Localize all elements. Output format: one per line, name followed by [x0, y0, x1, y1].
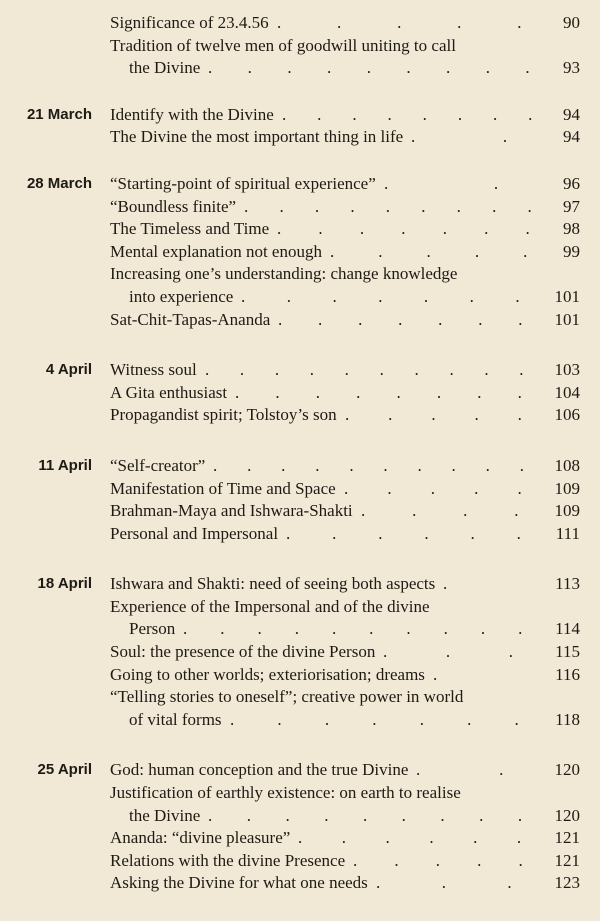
section-spacer [0, 545, 600, 573]
section-date: 25 April [37, 761, 92, 779]
dot-leader: . . . . . [345, 405, 540, 425]
toc-entry-line [0, 286, 600, 309]
dot-leader: . . . [383, 642, 541, 662]
section-date: 4 April [45, 361, 92, 379]
page-number: 121 [554, 850, 580, 870]
dot-leader: . . . . [361, 501, 540, 521]
toc-entry-line [0, 850, 600, 873]
entry-title: Relations with the divine Presence [110, 850, 346, 870]
toc-entry-line [0, 523, 600, 546]
entry-title: “Telling stories to oneself”; creative power in world [110, 687, 464, 707]
entry-title: Experience of the Impersonal and of the divine [110, 596, 430, 616]
toc-entry-line [0, 759, 600, 782]
toc-section-18-april [0, 573, 600, 731]
entry-title: Witness soul [110, 360, 197, 380]
dot-leader: . . [384, 173, 549, 193]
dot-leader: . . . . . [344, 478, 540, 498]
dot-leader: . . [411, 127, 549, 147]
dot-leader: . . . . . . . . . [208, 805, 538, 825]
entry-title: Manifestation of Time and Space [110, 478, 336, 498]
page-number: 114 [555, 619, 580, 639]
entry-title: Propagandist spirit; Tolstoy’s son [110, 405, 337, 425]
section-date: 21 March [26, 105, 92, 123]
toc-entry-line [0, 359, 600, 382]
page-number: 108 [554, 455, 580, 475]
entry-title: “Self-creator” [110, 455, 206, 475]
toc-section-28-march [0, 173, 600, 331]
entry-title: Soul: the presence of the divine Person [110, 642, 376, 662]
entry-title: the Divine [129, 58, 201, 78]
toc-entry-line [0, 196, 600, 219]
entry-title: Increasing one’s understanding: change knowledge [110, 264, 458, 284]
dot-leader: . . . . . . . [278, 309, 539, 329]
entry-title: “Boundless finite” [110, 196, 237, 216]
section-spacer [0, 80, 600, 104]
page-number: 104 [554, 382, 580, 402]
page-number: 90 [563, 13, 580, 32]
entry-title: Going to other worlds; exteriorisation; dreams [110, 664, 425, 684]
dot-leader: . . . . . . . . . [208, 58, 546, 78]
page-number: 97 [563, 196, 580, 216]
section-spacer [0, 427, 600, 455]
entry-title: Tradition of twelve men of goodwill uniting to call [110, 35, 456, 55]
toc-entry-line [0, 827, 600, 850]
toc-entry-line [0, 57, 600, 80]
page-number: 94 [563, 104, 580, 124]
entry-title: Ishwara and Shakti: need of seeing both aspects [110, 574, 436, 594]
page-number: 115 [555, 642, 580, 662]
dot-leader: . . . . . [353, 850, 540, 870]
entry-title: The Divine the most important thing in life [110, 127, 404, 147]
dot-leader: . . . . . . . [230, 709, 539, 729]
entry-title: A Gita enthusiast [110, 382, 228, 402]
entry-title: Personal and Impersonal [110, 523, 279, 543]
page-number: 101 [554, 286, 580, 306]
page-number: 98 [563, 219, 580, 239]
page-number: 94 [563, 127, 580, 147]
entry-title: Person [129, 619, 176, 639]
dot-leader: . . . . . [330, 241, 548, 261]
toc-section-21-march [0, 104, 600, 149]
entry-title: Justification of earthly existence: on earth to realise [110, 783, 461, 803]
entry-title: Ananda: “divine pleasure” [110, 828, 291, 848]
page-number: 96 [563, 173, 580, 193]
toc-entry-line [0, 218, 600, 241]
toc-entry-line [0, 686, 600, 709]
toc-entry-line [0, 309, 600, 332]
page-number: 118 [555, 709, 580, 729]
entry-title: Brahman-Maya and Ishwara-Shakti [110, 501, 353, 521]
toc-section-25-april [0, 759, 600, 895]
entry-title: “Starting-point of spiritual experience” [110, 173, 376, 193]
dot-leader: . . . . . . . . . [244, 196, 546, 216]
toc-entry-line [0, 664, 600, 687]
entry-title: the Divine [129, 805, 201, 825]
toc-entry-line [0, 173, 600, 196]
dot-leader: . . [416, 760, 541, 780]
toc-entry-line [0, 618, 600, 641]
toc-entry-line [0, 872, 600, 895]
section-spacer [0, 331, 600, 359]
toc-entry-line [0, 382, 600, 405]
toc-entry-line [0, 596, 600, 619]
toc-section-11-april [0, 455, 600, 545]
toc-entry-line [0, 404, 600, 427]
page-number: 103 [554, 360, 580, 380]
page-number: 109 [554, 478, 580, 498]
page-number: 101 [554, 309, 580, 329]
toc-entry-line [0, 782, 600, 805]
toc-entry-line [0, 478, 600, 501]
entry-title: of vital forms [129, 709, 222, 729]
dot-leader: . . . . . . [286, 523, 540, 543]
dot-leader: . . . . . . [298, 828, 539, 848]
dot-leader: . . . . . . . . [235, 382, 538, 402]
toc-entry-line [0, 641, 600, 664]
page-number: 93 [563, 58, 580, 78]
entry-title: Mental explanation not enough [110, 241, 322, 261]
entry-title: Identify with the Divine [110, 104, 274, 124]
dot-leader: . . . . . . . . . . [213, 455, 537, 475]
section-date: 18 April [37, 575, 92, 593]
toc-entry-line [0, 241, 600, 264]
toc-entry-line [0, 709, 600, 732]
toc-entry-line [0, 805, 600, 828]
dot-leader: . . . . . . . . [282, 104, 546, 124]
toc-entry-line [0, 126, 600, 149]
dot-leader: . [433, 664, 438, 684]
dot-leader: . . . . . . . [241, 286, 539, 306]
toc-section-continued [0, 12, 600, 80]
entry-title: Significance of 23.4.56 [110, 13, 269, 32]
dot-leader: . . . . . . . . . . [183, 619, 537, 639]
section-date: 28 March [26, 174, 92, 192]
page-number: 116 [555, 664, 580, 684]
toc-entry-line [0, 455, 600, 478]
toc-entry-line [0, 35, 600, 58]
entry-title: God: human conception and the true Divine [110, 760, 409, 780]
page-number: 111 [555, 523, 580, 543]
toc-entry-line [0, 263, 600, 286]
page-number: 113 [555, 574, 580, 594]
page-number: 123 [554, 873, 580, 893]
page-number: 109 [554, 501, 580, 521]
section-date: 11 April [38, 456, 92, 474]
dot-leader: . . . [376, 873, 541, 893]
toc-entry-line [0, 12, 600, 35]
dot-leader: . . . . . [277, 13, 548, 32]
section-spacer [0, 731, 600, 759]
toc-entry-line [0, 500, 600, 523]
toc-entry-line [0, 104, 600, 127]
page-number: 120 [554, 805, 580, 825]
entry-title: The Timeless and Time [110, 219, 270, 239]
toc-entry-line [0, 573, 600, 596]
dot-leader: . . . . . . . [277, 219, 547, 239]
page-number: 99 [563, 241, 580, 261]
entry-title: Sat-Chit-Tapas-Ananda [110, 309, 271, 329]
dot-leader: . . . . . . . . . . [205, 360, 537, 380]
section-spacer [0, 149, 600, 173]
entry-title: into experience [129, 286, 234, 306]
dot-leader: . [443, 574, 448, 594]
page-number: 121 [554, 828, 580, 848]
page-number: 120 [554, 760, 580, 780]
page-number: 106 [554, 405, 580, 425]
entry-title: Asking the Divine for what one needs [110, 873, 368, 893]
toc-section-4-april [0, 359, 600, 427]
